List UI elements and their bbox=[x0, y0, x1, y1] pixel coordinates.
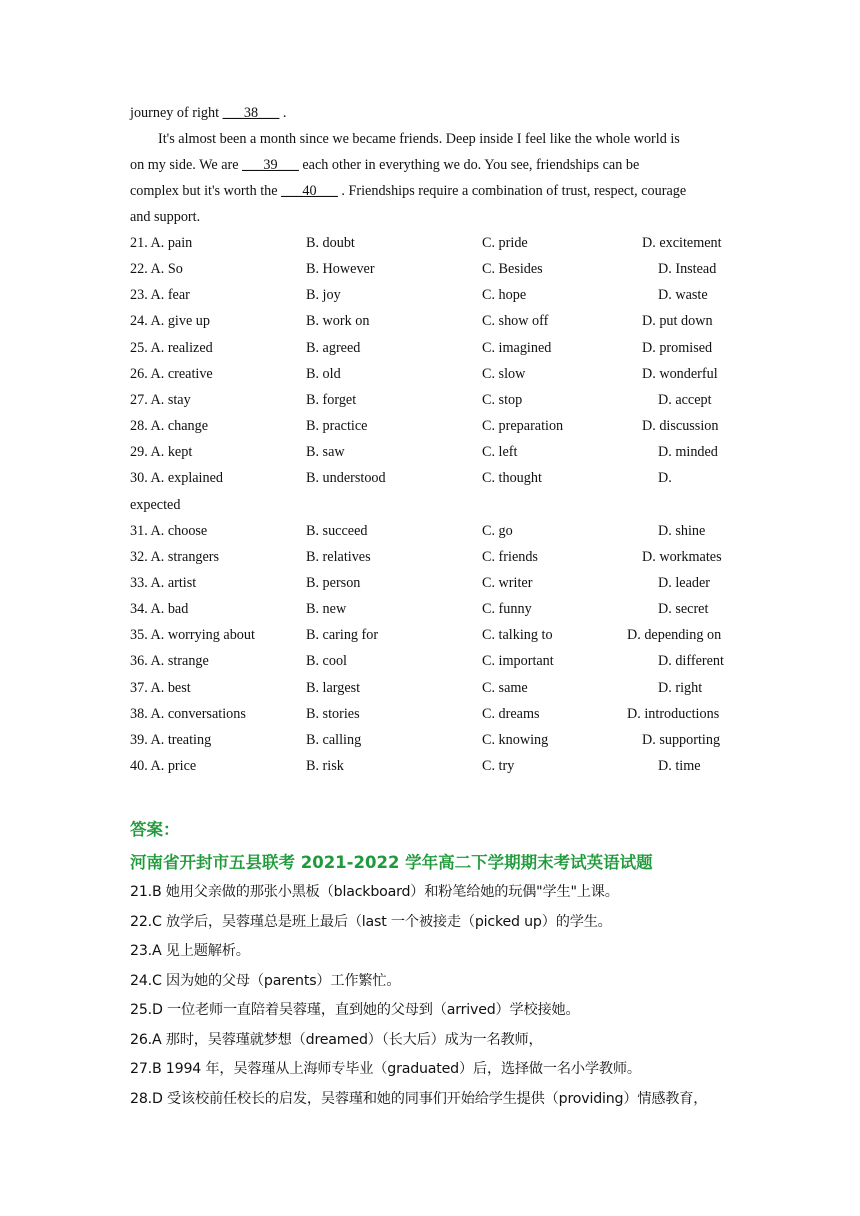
option-b: B. doubt bbox=[306, 235, 355, 251]
option-b: B. cool bbox=[306, 653, 347, 670]
option-a: 23. A. fear bbox=[130, 287, 190, 304]
answer-line: 28.D 受该校前任校长的启发，吴蓉瑾和她的同事们开始给学生提供（providing）情感教育， bbox=[130, 1090, 708, 1107]
option-a: 32. A. strangers bbox=[130, 548, 220, 565]
blank-39: ___39___ bbox=[242, 157, 299, 173]
option-b: B. succeed bbox=[306, 522, 368, 539]
option-b: B. person bbox=[306, 574, 361, 591]
passage-line-1 bbox=[130, 103, 286, 123]
passage-text: journey of right bbox=[130, 105, 223, 121]
option-b: B. However bbox=[306, 261, 375, 278]
option-b: B. understood bbox=[306, 470, 386, 487]
option-d: D. right bbox=[658, 679, 703, 696]
answer-line: 26.A 那时，吴蓉瑾就梦想（dreamed）（长大后）成为一名教师， bbox=[130, 1031, 543, 1048]
option-d: D. put down bbox=[642, 313, 713, 330]
option-c: C. Besides bbox=[482, 261, 543, 278]
passage-text: It's almost been a month since we became friends. Deep inside I feel like the whole world is bbox=[158, 131, 680, 147]
passage-line-3 bbox=[130, 155, 639, 175]
option-c: C. hope bbox=[482, 287, 527, 304]
option-d: D. supporting bbox=[642, 731, 721, 748]
option-d-wrap: expected bbox=[130, 496, 181, 513]
option-c: C. imagined bbox=[482, 339, 552, 356]
option-a: 30. A. explained bbox=[130, 470, 223, 487]
option-d: D. different bbox=[658, 653, 724, 670]
option-c: C. show off bbox=[482, 313, 549, 330]
option-c: C. preparation bbox=[482, 418, 564, 435]
option-d: D. waste bbox=[658, 287, 708, 304]
answer-line: 22.C 放学后，吴蓉瑾总是班上最后（last 一个被接走（picked up）的学生。 bbox=[130, 913, 612, 930]
option-d: D. minded bbox=[658, 444, 718, 461]
answer-line: 25.D 一位老师一直陪着吴蓉瑾，直到她的父母到（arrived）学校接她。 bbox=[130, 1002, 580, 1018]
option-a: 35. A. worrying about bbox=[130, 627, 255, 644]
option-b: B. forget bbox=[306, 391, 357, 408]
option-d: D. secret bbox=[658, 601, 709, 618]
option-a: 21. A. pain bbox=[130, 235, 193, 251]
option-d: D. Instead bbox=[658, 261, 717, 278]
option-a: 28. A. change bbox=[130, 418, 209, 435]
blank-40: ___40___ bbox=[281, 183, 338, 199]
option-a: 31. A. choose bbox=[130, 522, 208, 539]
option-d: D. accept bbox=[658, 391, 712, 408]
option-a: 34. A. bad bbox=[130, 601, 189, 618]
option-d: D. excitement bbox=[642, 235, 722, 251]
option-b: B. practice bbox=[306, 418, 368, 435]
option-c: C. important bbox=[482, 653, 554, 670]
passage-text: on my side. We are bbox=[130, 157, 243, 173]
option-d: D. time bbox=[658, 758, 701, 774]
passage-line-5 bbox=[130, 207, 200, 227]
blank-38: ___38___ bbox=[222, 105, 280, 121]
option-c: C. writer bbox=[482, 574, 533, 591]
option-b: B. old bbox=[306, 365, 341, 382]
option-c: C. same bbox=[482, 679, 528, 696]
passage-line-2 bbox=[158, 129, 680, 149]
passage-text: . bbox=[279, 105, 287, 121]
passage-text: . Friendships require a combination of trust, respect, courage bbox=[337, 183, 687, 199]
option-b: B. new bbox=[306, 601, 347, 618]
option-c: C. pride bbox=[482, 235, 528, 251]
option-d: D. shine bbox=[658, 522, 706, 539]
option-d: D. leader bbox=[658, 574, 710, 591]
option-a: 40. A. price bbox=[130, 758, 197, 774]
answers-label: 答案： bbox=[130, 820, 180, 839]
option-c: C. left bbox=[482, 444, 518, 461]
option-c: C. stop bbox=[482, 391, 523, 408]
option-c: C. try bbox=[482, 758, 515, 774]
option-c: C. funny bbox=[482, 601, 532, 618]
option-b: B. risk bbox=[306, 758, 344, 774]
option-a: 25. A. realized bbox=[130, 339, 213, 356]
option-b: B. calling bbox=[306, 731, 362, 748]
option-d: D. wonderful bbox=[642, 365, 718, 382]
option-a: 24. A. give up bbox=[130, 313, 210, 330]
option-d: D. workmates bbox=[642, 548, 722, 565]
option-c: C. thought bbox=[482, 470, 542, 487]
option-b: B. saw bbox=[306, 444, 345, 461]
option-c: C. talking to bbox=[482, 627, 553, 644]
option-d: D. introductions bbox=[627, 705, 720, 722]
option-d: D. bbox=[658, 470, 672, 487]
answer-line: 21.B 她用父亲做的那张小黑板（blackboard）和粉笔给她的玩偶"学生"上课。 bbox=[130, 884, 619, 900]
option-d: D. discussion bbox=[642, 418, 719, 435]
option-a: 39. A. treating bbox=[130, 731, 212, 748]
option-c: C. friends bbox=[482, 548, 538, 565]
option-b: B. joy bbox=[306, 287, 341, 304]
option-b: B. work on bbox=[306, 313, 370, 330]
option-a: 29. A. kept bbox=[130, 444, 193, 461]
option-c: C. slow bbox=[482, 365, 526, 382]
answer-line: 24.C 因为她的父母（parents）工作繁忙。 bbox=[130, 972, 401, 989]
option-a: 36. A. strange bbox=[130, 653, 209, 670]
passage-text: each other in everything we do. You see, friendships can be bbox=[298, 157, 640, 173]
option-a: 37. A. best bbox=[130, 679, 191, 696]
option-b: B. largest bbox=[306, 679, 361, 696]
answer-line: 23.A 见上题解析。 bbox=[130, 943, 250, 959]
option-a: 33. A. artist bbox=[130, 574, 197, 591]
option-c: C. knowing bbox=[482, 731, 549, 748]
passage-line-4 bbox=[130, 181, 686, 201]
option-b: B. stories bbox=[306, 705, 360, 722]
option-c: C. dreams bbox=[482, 705, 540, 722]
passage-text: and support. bbox=[130, 209, 201, 225]
option-b: B. agreed bbox=[306, 339, 361, 356]
option-b: B. relatives bbox=[306, 548, 371, 565]
exam-title: 河南省开封市五县联考 2021-2022 学年高二下学期期末考试英语试题 bbox=[130, 853, 653, 872]
option-b: B. caring for bbox=[306, 627, 379, 644]
option-d: D. depending on bbox=[627, 627, 722, 644]
passage-text: complex but it's worth the bbox=[130, 183, 282, 199]
option-a: 38. A. conversations bbox=[130, 705, 246, 722]
option-a: 22. A. So bbox=[130, 261, 183, 278]
option-c: C. go bbox=[482, 522, 513, 539]
option-a: 26. A. creative bbox=[130, 365, 213, 382]
option-d: D. promised bbox=[642, 339, 713, 356]
answer-line: 27.B 1994 年，吴蓉瑾从上海师专毕业（graduated）后，选择做一名小学教师。 bbox=[130, 1061, 641, 1077]
option-a: 27. A. stay bbox=[130, 391, 191, 408]
